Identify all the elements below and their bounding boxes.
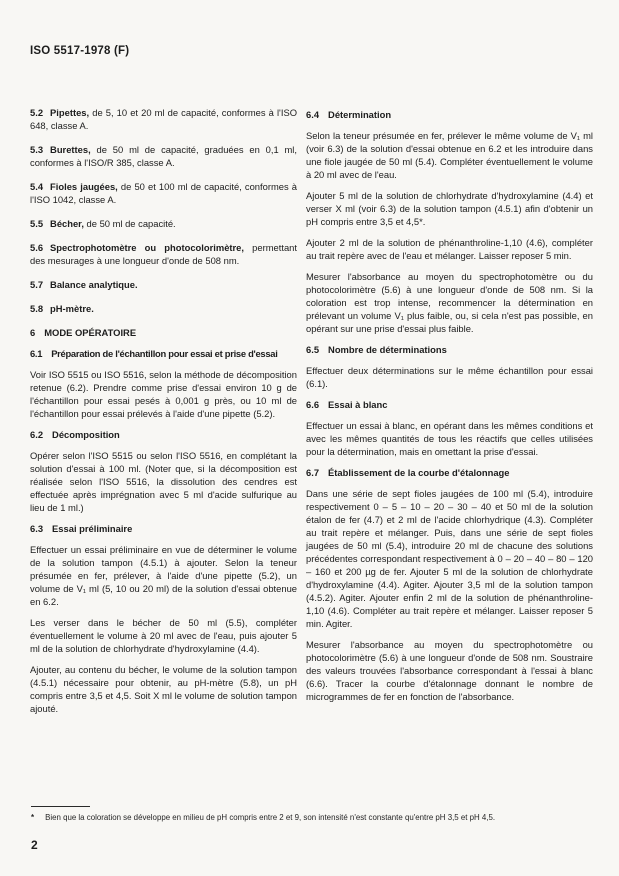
clause-title: Essai à blanc — [328, 399, 388, 410]
heading-6-6 — [306, 398, 593, 411]
section-text: permettant des mesurages à une longueur d'onde de 508 nm. — [30, 242, 297, 266]
paragraph-6-3-2: Les verser dans le bécher de 50 ml (5.5), compléter éventuellement le volume à 20 ml avec de l'eau, puis ajouter 5 ml de la solution de chlorhydrate d'hydroxylamine (4.4). — [30, 617, 297, 654]
section-5-8 — [30, 302, 297, 315]
page-number: 2 — [31, 838, 38, 852]
clause-title: Essai préliminaire — [52, 523, 133, 534]
section-term: Fioles jaugées, — [50, 181, 118, 192]
section-term: Pipettes, — [50, 107, 90, 118]
section-term: Balance analytique. — [50, 279, 138, 290]
section-term: Burettes, — [50, 144, 91, 155]
section-term: Bécher, — [50, 218, 84, 229]
section-text: de 50 et 100 ml de capacité, conformes à l'ISO 1042, classe A. — [30, 181, 297, 205]
clause-number: 6.5 — [306, 344, 320, 355]
clause-title: Décomposition — [52, 429, 120, 440]
paragraph-6-2: Opérer selon l'ISO 5515 ou selon l'ISO 5516, en complétant la solution d'essai à 100 ml. (Noter que, si la décomposition est réalisée selon l'ISO 5516, la dissolution des cendres est effectuée après imprégnation avec 5 ml d'acide sulfurique au lieu de 1 ml.) — [30, 450, 297, 513]
left-column — [30, 106, 297, 723]
footnote-text: Bien que la coloration se développe en milieu de pH compris entre 2 et 9, son intensité n'est constante qu'entre pH 3,5 et pH 4,5. — [45, 813, 496, 822]
section-number: 5.8 — [30, 303, 44, 314]
heading-6-4 — [306, 108, 593, 121]
clause-number: 6.1 — [30, 348, 43, 359]
paragraph-6-1: Voir ISO 5515 ou ISO 5516, selon la méthode de décomposition retenue (6.2). Prendre comme prise d'essai environ 10 g de l'échantillon pour essai pesés à 0,001 g près, ou 10 ml de l'échantillon pour essai prélevés à l'aide d'une pipette (5.2). — [30, 369, 297, 419]
paragraph-6-6-1: Effectuer un essai à blanc, en opérant dans les mêmes conditions et avec les mêmes quantités de tous les réactifs que celles utilisées pour la détermination, mais en omettant la prise d'essai. — [306, 420, 593, 457]
section-5-5 — [30, 217, 297, 230]
section-number: 5.3 — [30, 144, 44, 155]
paragraph-6-3-3: Ajouter, au contenu du bécher, le volume de la solution tampon (4.5.1) nécessaire pour obtenir, au pH-mètre (5.8), un pH compris entre 3,5 et 4,5. Soit X ml le volume de solution tampon ajouté. — [30, 664, 297, 714]
paragraph-6-7-2: Mesurer l'absorbance au moyen du spectrophotomètre ou photocolorimètre (5.6) à une longueur d'onde de 508 nm. Soustraire des valeurs trouvées l'absorbance correspondant à l'essai à blanc (6.6). Tracer la courbe d'étalonnage donnant le nombre de microgrammes de fer en fonction de l'absorbance. — [306, 639, 593, 702]
paragraph-6-3-1: Effectuer un essai préliminaire en vue de déterminer le volume de la solution tampon (4.5.1) à ajouter. Selon la teneur présumée en fer, prélever, à l'aide d'une pipette (5.2), un volume de V₁ ml (5, 10 ou 20 ml) de la solution d'essai obtenue en 6.2. — [30, 544, 297, 607]
section-term: Spectrophotomètre ou photocolorimètre, — [50, 242, 244, 253]
section-text: de 50 ml de capacité, graduées en 0,1 ml, conformes à l'ISO/R 385, classe A. — [30, 144, 297, 168]
heading-6-1 — [30, 347, 297, 360]
clause-number: 6.4 — [306, 109, 320, 120]
heading-6-5 — [306, 343, 593, 356]
paragraph-6-4-3: Ajouter 2 ml de la solution de phénanthroline-1,10 (4.6), compléter au trait repère avec de l'eau et mélanger. Laisser reposer 5 min. — [306, 237, 593, 261]
clause-title: MODE OPÉRATOIRE — [44, 327, 137, 338]
section-5-7 — [30, 278, 297, 291]
footnote-marker: * — [31, 813, 35, 822]
section-5-4 — [30, 180, 297, 206]
footnote-divider — [31, 806, 90, 807]
two-column-body — [30, 106, 593, 723]
section-text: de 50 ml de capacité. — [86, 218, 176, 229]
section-number: 5.6 — [30, 242, 44, 253]
paragraph-6-5-1: Effectuer deux déterminations sur le même échantillon pour essai (6.1). — [306, 365, 593, 389]
section-5-2 — [30, 106, 297, 132]
heading-6-3 — [30, 522, 297, 535]
clause-number: 6.2 — [30, 429, 44, 440]
clause-title: Nombre de déterminations — [328, 344, 447, 355]
section-term: pH-mètre. — [50, 303, 94, 314]
heading-6-7 — [306, 466, 593, 479]
heading-6-2 — [30, 428, 297, 441]
clause-number: 6.3 — [30, 523, 44, 534]
clause-title: Établissement de la courbe d'étalonnage — [328, 467, 510, 478]
paragraph-6-4-2: Ajouter 5 ml de la solution de chlorhydrate d'hydroxylamine (4.4) et verser X ml (voir 6.3) de la solution tampon (4.5.1) afin d'obtenir un pH compris entre 3,5 et 4,5*. — [306, 190, 593, 227]
section-number: 5.4 — [30, 181, 44, 192]
section-number: 5.5 — [30, 218, 44, 229]
page-header: ISO 5517-1978 (F) — [30, 45, 130, 57]
section-number: 5.2 — [30, 107, 44, 118]
clause-number: 6 — [30, 327, 36, 338]
clause-title: Préparation de l'échantillon pour essai et prise d'essai — [51, 348, 278, 359]
clause-title: Détermination — [328, 109, 392, 120]
section-5-3 — [30, 143, 297, 169]
section-number: 5.7 — [30, 279, 44, 290]
footnote — [31, 813, 593, 823]
clause-number: 6.6 — [306, 399, 320, 410]
clause-heading-6 — [30, 326, 297, 339]
paragraph-6-4-1: Selon la teneur présumée en fer, prélever le même volume de V₁ ml (voir 6.3) de la solution d'essai obtenue en 6.2 et les introduire dans une fiole jaugée de 50 ml (5.4). Compléter éventuellement le volume à 20 ml avec de l'eau. — [306, 130, 593, 180]
paragraph-6-4-4: Mesurer l'absorbance au moyen du spectrophotomètre ou du photocolorimètre (5.6) à une longueur d'onde de 508 nm. Si la coloration est trop intense, recommencer la détermination en prélevant un volume V₁ plus faible, ou, si cela n'est pas possible, en opérant sur une prise d'essai plus faible. — [306, 271, 593, 334]
section-5-6 — [30, 241, 297, 267]
section-text: de 5, 10 et 20 ml de capacité, conformes à l'ISO 648, classe A. — [30, 107, 297, 131]
clause-number: 6.7 — [306, 467, 320, 478]
right-column — [306, 106, 593, 723]
paragraph-6-7-1: Dans une série de sept fioles jaugées de 100 ml (5.4), introduire respectivement 0 – 5 – 10 – 20 – 30 – 40 et 50 ml de la solution étalon de fer (4.7) et 2 ml de l'acide chlorhydrique (4.3). Compléter au trait repère et mélanger. Puis, dans une série de sept fioles jaugées de 50 ml (5.4), introduire 20 ml de chacune des solutions précédentes correspondant respectivement à 0 – 20 – 40 – 80 – 120 – 160 et 200 µg de fer. Ajouter 5 ml de la solution de chlorhydrate d'hydroxylamine (4.4). Agiter. Ajouter 3,5 ml de la solution tampon (4.5.2). Agiter. Ajouter enfin 2 ml de la solution de phénanthroline-1,10 (4.6). Compléter au trait repère et mélanger. Laisser reposer 5 min. Agiter. — [306, 488, 593, 629]
